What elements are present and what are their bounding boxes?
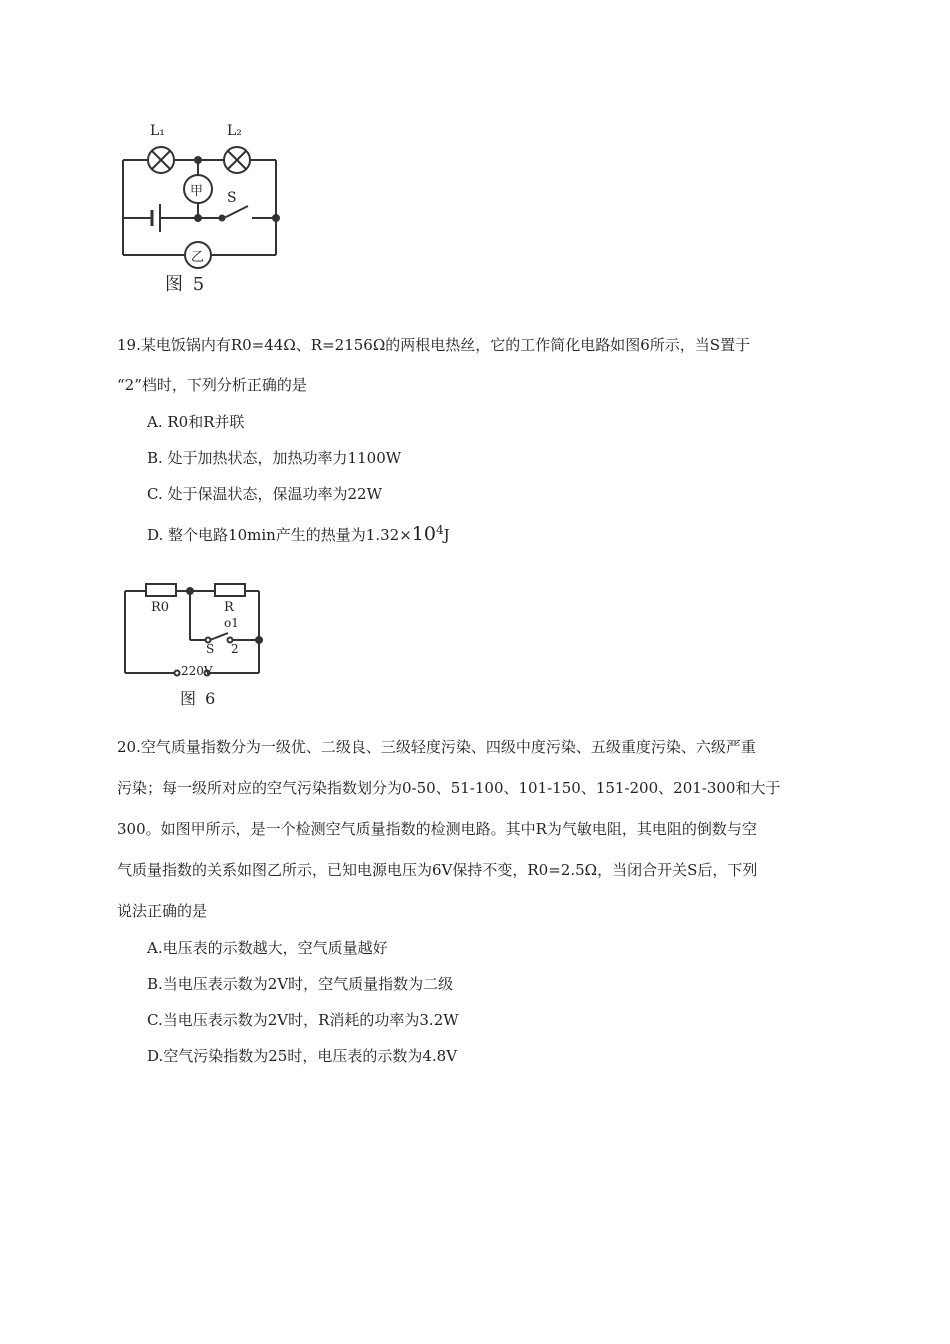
- q20-line-1: 20.空气质量指数分为一级优、二级良、三级轻度污染、四级中度污染、五级重度污染、六级严重: [117, 738, 756, 756]
- q19-option-b: B. 处于加热状态，加热功率力1100W: [147, 449, 402, 467]
- q20-line-3: 300。如图甲所示，是一个检测空气质量指数的检测电路。其中R为气敏电阻，其电阻的倒数与空: [117, 820, 757, 838]
- q19-option-d: [147, 524, 450, 546]
- label-l1: L₁: [150, 123, 165, 139]
- label-voltage: 220V: [181, 664, 213, 678]
- label-l2: L₂: [227, 123, 242, 139]
- label-switch-s: S: [227, 190, 237, 206]
- label-terminal-2: 2: [231, 642, 239, 656]
- q20-option-b: B.当电压表示数为2V时，空气质量指数为二级: [147, 975, 454, 993]
- q20-line-4: 气质量指数的关系如图乙所示，已知电源电压为6V保持不变，R0=2.5Ω，当闭合开关S后，下列: [117, 861, 758, 879]
- q19-option-d-base: 10: [411, 523, 436, 545]
- label-r: R: [224, 600, 234, 615]
- q19-option-d-exponent: 4: [435, 523, 444, 537]
- q19-option-c: C. 处于保温状态，保温功率为22W: [147, 485, 382, 503]
- q20-option-d: D.空气污染指数为25时，电压表的示数为4.8V: [147, 1047, 458, 1065]
- label-r0: R0: [151, 600, 170, 615]
- q19-option-d-unit: J: [443, 526, 450, 544]
- q19-line-1: 19.某电饭锅内有R0=44Ω、R=2156Ω的两根电热丝，它的工作简化电路如图6所示，当S置于: [117, 336, 751, 354]
- q20-option-c: C.当电压表示数为2V时，R消耗的功率为3.2W: [147, 1011, 459, 1029]
- figure-5-caption: 图 5: [165, 274, 207, 295]
- figure-5-circuit: [110, 118, 300, 298]
- figure-6-caption: 图 6: [180, 689, 218, 708]
- label-switch-s: S: [206, 642, 215, 656]
- q19-option-a: A. R0和R并联: [147, 413, 245, 431]
- q20-line-5: 说法正确的是: [117, 902, 208, 920]
- q20-option-a: A.电压表的示数越大，空气质量越好: [147, 939, 388, 957]
- q19-line-2: “2”档时，下列分析正确的是: [117, 376, 307, 394]
- label-terminal-1: o1: [224, 616, 239, 630]
- q20-line-2: 污染；每一级所对应的空气污染指数划分为0-50、51-100、101-150、151-200、201-300和大于: [117, 779, 781, 797]
- label-yi: 乙: [191, 250, 205, 265]
- q19-option-d-prefix: D. 整个电路10min产生的热量为1.32×: [147, 526, 412, 544]
- label-jia: 甲: [190, 184, 204, 199]
- figure-6-circuit: [118, 578, 278, 708]
